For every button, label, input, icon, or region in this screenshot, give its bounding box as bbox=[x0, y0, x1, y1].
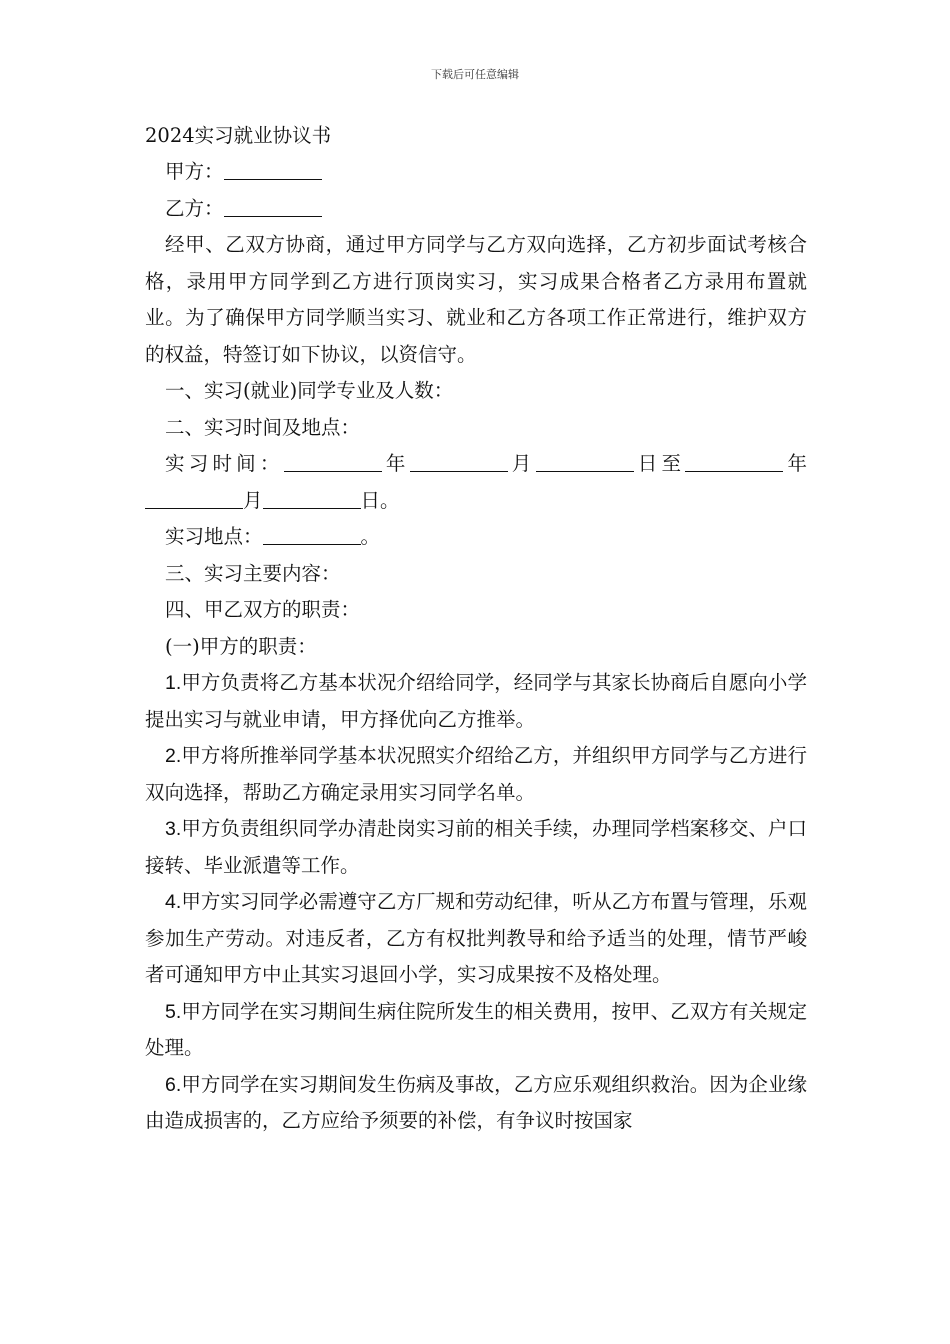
party-a-label: 甲方： bbox=[165, 160, 224, 183]
blank-start-month bbox=[410, 449, 508, 472]
header-note: 下载后可任意编辑 bbox=[431, 68, 519, 81]
item-number: 3. bbox=[165, 818, 182, 840]
document-title: 2024实习就业协议书 bbox=[145, 124, 332, 147]
duty-item-2 bbox=[145, 738, 807, 811]
duty-item-3 bbox=[145, 811, 807, 884]
item-text: 甲方负责将乙方基本状况介绍给同学，经同学与其家长协商后自愿向小学提出实习与就业申请，甲方择优向乙方推举。 bbox=[145, 671, 807, 731]
blank-end-year bbox=[685, 449, 783, 472]
blank-end-day bbox=[263, 486, 361, 509]
time-month-2: 月 bbox=[243, 488, 263, 512]
place-end: 。 bbox=[360, 525, 381, 548]
party-b-label: 乙方： bbox=[165, 196, 224, 220]
time-year-2: 年 bbox=[783, 452, 807, 475]
document-body bbox=[145, 118, 807, 1140]
item-number: 2. bbox=[165, 745, 182, 767]
item-text: 甲方将所推举同学基本状况照实介绍给乙方，并组织甲方同学与乙方进行双向选择，帮助乙方确定录用实习同学名单。 bbox=[145, 744, 807, 804]
place-label: 实习地点： bbox=[165, 525, 263, 548]
section-3-heading: 三、实习主要内容： bbox=[165, 561, 341, 585]
blank-end-month bbox=[145, 486, 243, 509]
item-text: 甲方实习同学必需遵守乙方厂规和劳动纪律，听从乙方布置与管理，乐观参加生产劳动。对违反者，乙方有权批判教导和给予适当的处理，情节严峻者可通知甲方中止其实习退回小学，实习成果按不及格处理。 bbox=[145, 890, 807, 986]
duty-item-4 bbox=[145, 884, 807, 994]
duty-item-1 bbox=[145, 665, 807, 738]
subsection-1-heading: (一)甲方的职责： bbox=[165, 634, 317, 658]
blank-start-day bbox=[536, 449, 634, 472]
item-text: 甲方负责组织同学办清赴岗实习前的相关手续，办理同学档案移交、户口接转、毕业派遣等工作。 bbox=[145, 817, 807, 877]
intro-paragraph: 经甲、乙双方协商，通过甲方同学与乙方双向选择，乙方初步面试考核合格，录用甲方同学到乙方进行顶岗实习，实习成果合格者乙方录用布置就业。为了确保甲方同学顺当实习、就业和乙方各项工作正常进行，维护双方的权益，特签订如下协议，以资信守。 bbox=[145, 233, 807, 366]
party-a-line bbox=[145, 154, 807, 191]
item-number: 6. bbox=[165, 1073, 182, 1096]
time-label: 实习时间： bbox=[165, 452, 284, 475]
internship-place-line bbox=[145, 519, 807, 556]
item-text: 甲方同学在实习期间生病住院所发生的相关费用，按甲、乙双方有关规定处理。 bbox=[145, 999, 807, 1059]
duty-item-6 bbox=[145, 1067, 807, 1140]
party-b-line bbox=[145, 191, 807, 228]
section-2-heading: 二、实习时间及地点： bbox=[165, 415, 361, 439]
section-1-heading: 一、实习(就业)同学专业及人数： bbox=[165, 379, 454, 402]
section-4-heading: 四、甲乙双方的职责： bbox=[165, 598, 361, 621]
time-day-end: 日。 bbox=[360, 488, 400, 512]
item-number: 1. bbox=[165, 672, 182, 694]
duty-item-5 bbox=[145, 994, 807, 1067]
item-number: 4. bbox=[165, 891, 182, 913]
blank-start-year bbox=[284, 449, 382, 472]
item-text: 甲方同学在实习期间发生伤病及事故，乙方应乐观组织救治。因为企业缘由造成损害的，乙方应给予须要的补偿，有争议时按国家 bbox=[145, 1072, 807, 1132]
party-b-blank bbox=[224, 194, 322, 217]
party-a-blank bbox=[224, 157, 322, 180]
time-day-to: 日至 bbox=[633, 452, 686, 475]
item-number: 5. bbox=[165, 1000, 182, 1023]
time-year: 年 bbox=[381, 452, 410, 475]
time-month: 月 bbox=[507, 452, 536, 475]
blank-place bbox=[263, 522, 361, 545]
internship-time-line bbox=[145, 446, 807, 519]
